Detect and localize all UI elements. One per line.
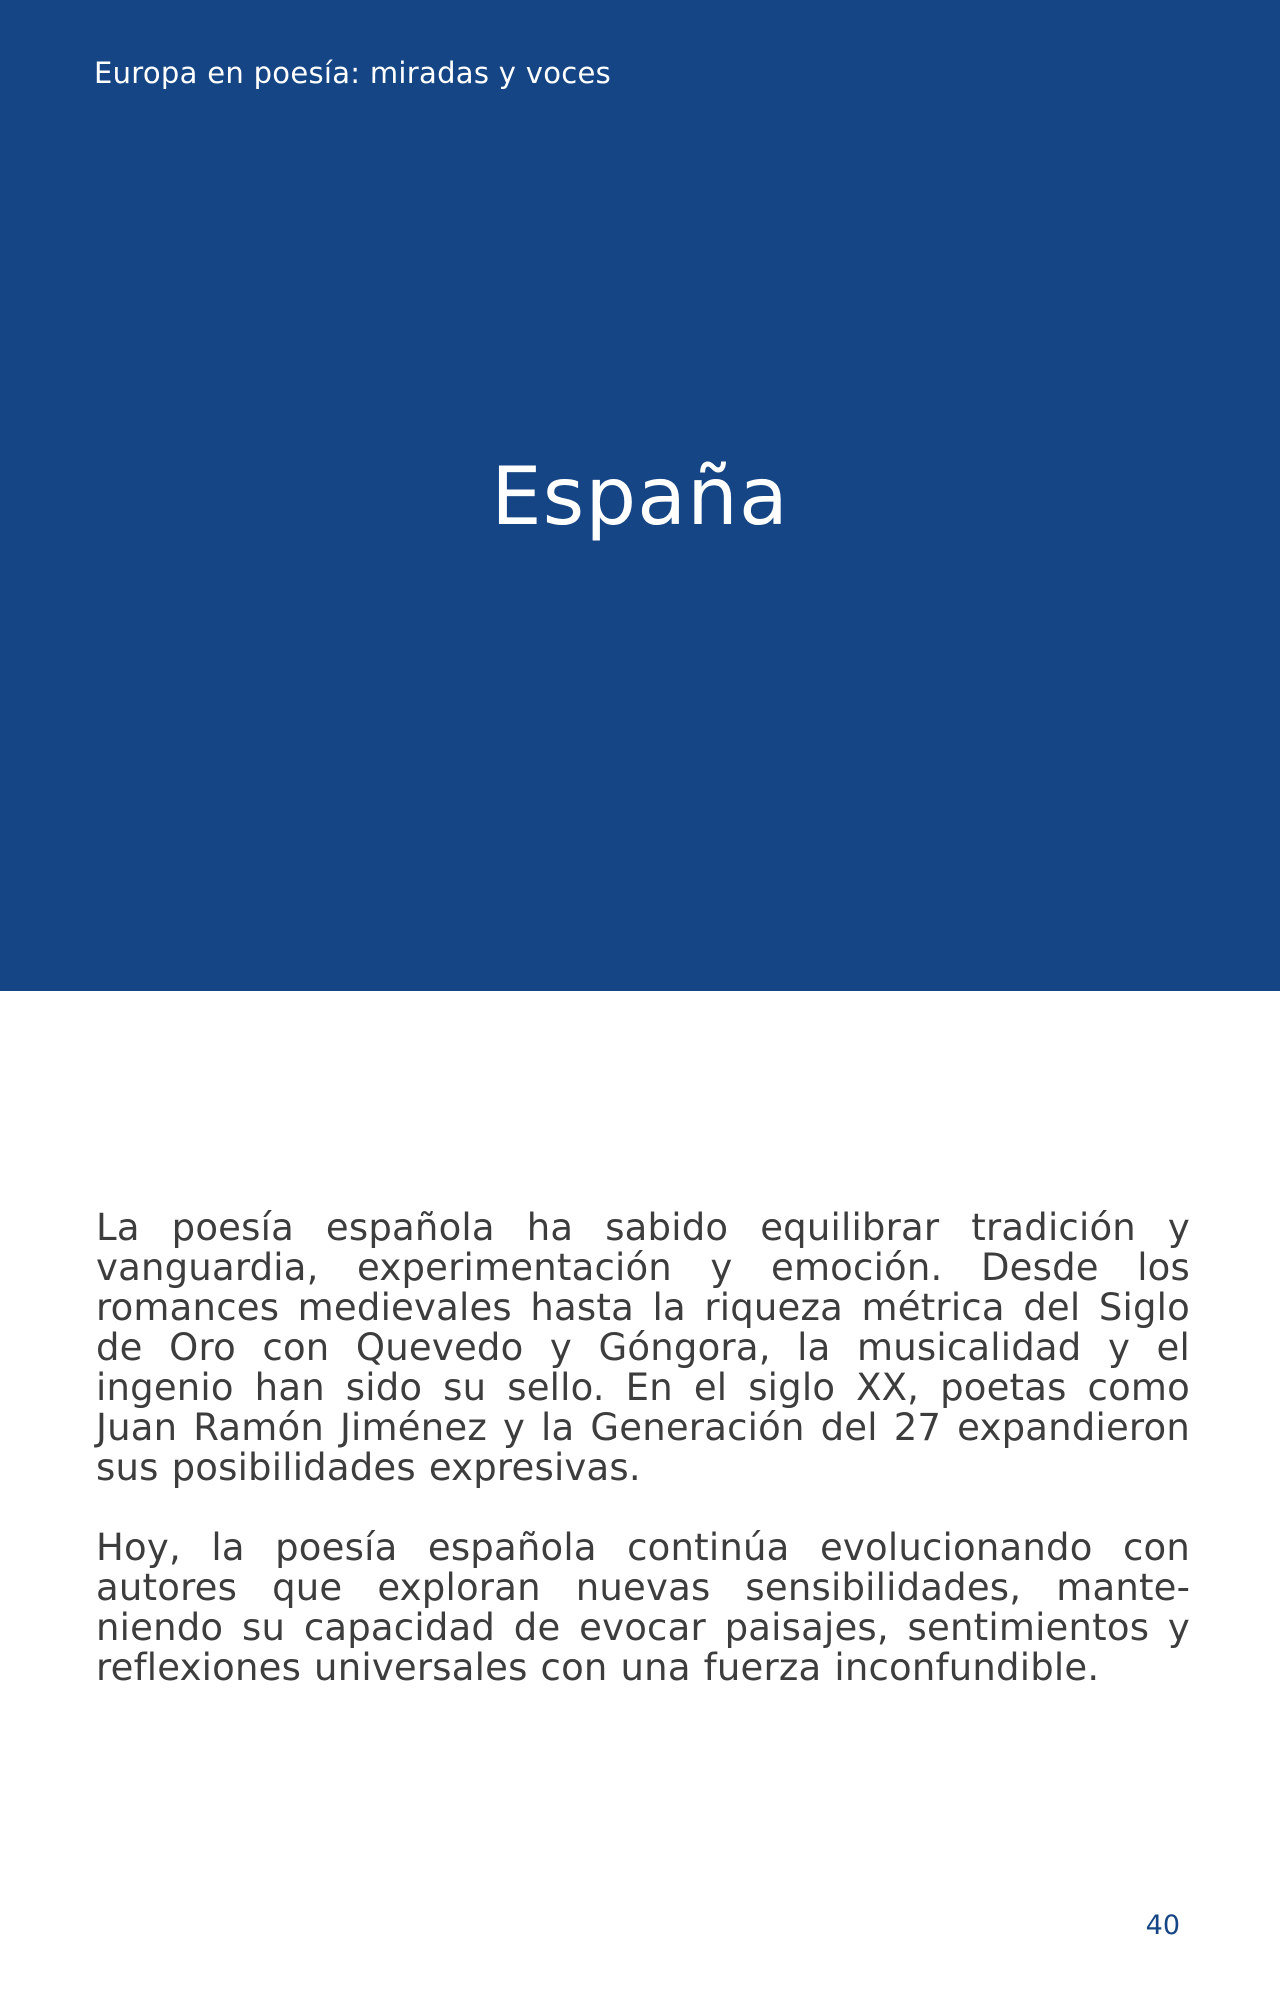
page-number: 40 (1145, 1910, 1180, 1941)
intro-paragraph: Hoy, la poesía española continúa evolucionando con autores que exploran nuevas sensibilidades, manteniendo su capacidad de evocar paisajes, sentimientos y reflexiones universales con una fuerza inconfundible. (96, 1526, 1190, 1689)
running-header-title: Europa en poesía: miradas y voces (94, 56, 612, 90)
intro-paragraph: La poesía española ha sabido equilibrar tradición y vanguardia, experimentación y emoción. Desde los romances medievales hasta la riqueza métrica del Siglo de Oro con Quevedo y Góngora, la musicalidad y el ingenio han sido su sello. En el siglo XX, poetas como Juan Ramón Jiménez y la Generación del 27 expandieron sus posibilidades expresivas. (96, 1206, 1190, 1489)
chapter-intro-text (96, 1208, 1190, 1688)
chapter-title: España (491, 450, 789, 543)
chapter-banner (0, 0, 1280, 991)
